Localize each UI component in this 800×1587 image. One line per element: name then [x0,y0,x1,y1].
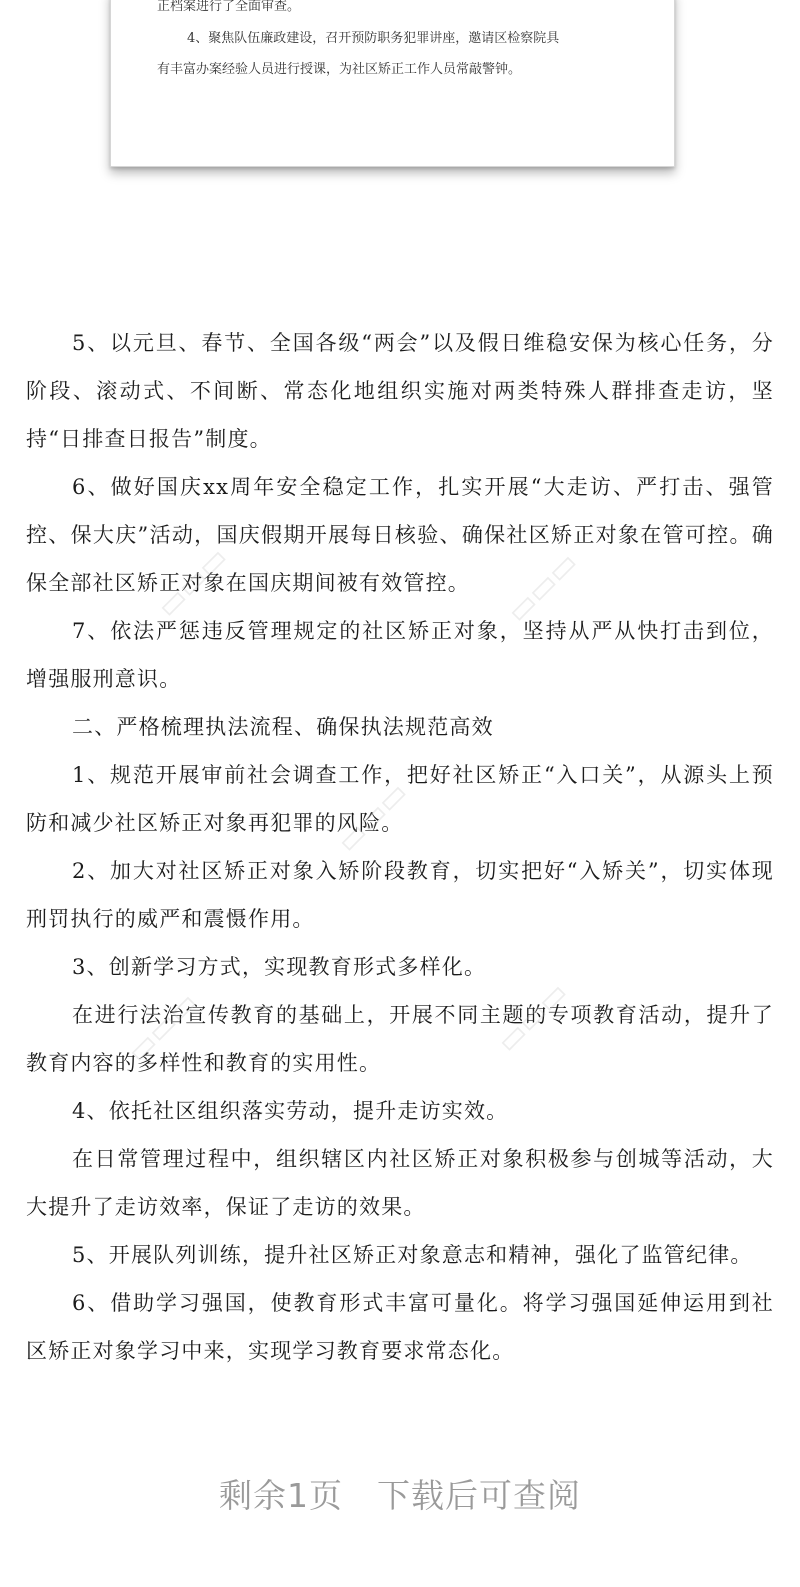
paragraph: 2、加大对社区矫正对象入矫阶段教育，切实把好“入矫关”，切实体现刑罚执行的威严和震慑作用。 [26,859,774,931]
remaining-pages-label: 剩余1页 [219,1476,343,1515]
watermark-mark: ▭▭▭ [150,540,235,625]
section-heading: 二、严格梳理执法流程、确保执法规范高效 [72,715,494,739]
preview-line: 4、聚焦队伍廉政建设，召开预防职务犯罪讲座，邀请区检察院具 [187,31,560,46]
watermark-mark: ▭▭▭ [490,975,575,1060]
paragraph: 6、做好国庆xx周年安全稳定工作，扎实开展“大走访、严打击、强管控、保大庆”活动，国庆假期开展每日核验、确保社区矫正对象在管可控。确保全部社区矫正对象在国庆期间被有效管控。 [26,475,774,595]
paragraph: 7、依法严惩违反管理规定的社区矫正对象，坚持从严从快打击到位，增强服刑意识。 [26,619,774,691]
watermark-mark: ▭▭▭ [500,545,585,630]
paragraph: 3、创新学习方式，实现教育形式多样化。 [72,955,487,979]
watermark-mark: ▭▭▭ [330,775,415,860]
paragraph: 在进行法治宣传教育的基础上，开展不同主题的专项教育活动，提升了教育内容的多样性和教育的实用性。 [26,1003,774,1075]
paragraph: 4、依托社区组织落实劳动，提升走访实效。 [72,1099,509,1123]
preview-line: 正档案进行了全面审查。 [157,0,301,14]
paragraph: 6、借助学习强国，使教育形式丰富可量化。将学习强国延伸运用到社区矫正对象学习中来，实现学习教育要求常态化。 [26,1291,774,1363]
paragraph: 5、以元旦、春节、全国各级“两会”以及假日维稳安保为核心任务，分阶段、滚动式、不间断、常态化地组织实施对两类特殊人群排查走访，坚持“日排查日报告”制度。 [26,331,774,451]
download-to-read-label[interactable]: 下载后可查阅 [377,1476,581,1515]
document-body [26,319,774,1375]
paragraph: 在日常管理过程中，组织辖区内社区矫正对象积极参与创城等活动，大大提升了走访效率，保证了走访的效果。 [26,1147,774,1219]
page-preview-card [110,0,675,167]
paragraph: 1、规范开展审前社会调查工作，把好社区矫正“入口关”，从源头上预防和减少社区矫正对象再犯罪的风险。 [26,763,774,835]
watermark-mark: ▭▭▭ [120,985,205,1070]
preview-line: 有丰富办案经验人员进行授课，为社区矫正工作人员常敲警钟。 [157,62,522,77]
paragraph: 5、开展队列训练，提升社区矫正对象意志和精神，强化了监管纪律。 [72,1243,753,1267]
download-footer[interactable] [0,1470,800,1517]
